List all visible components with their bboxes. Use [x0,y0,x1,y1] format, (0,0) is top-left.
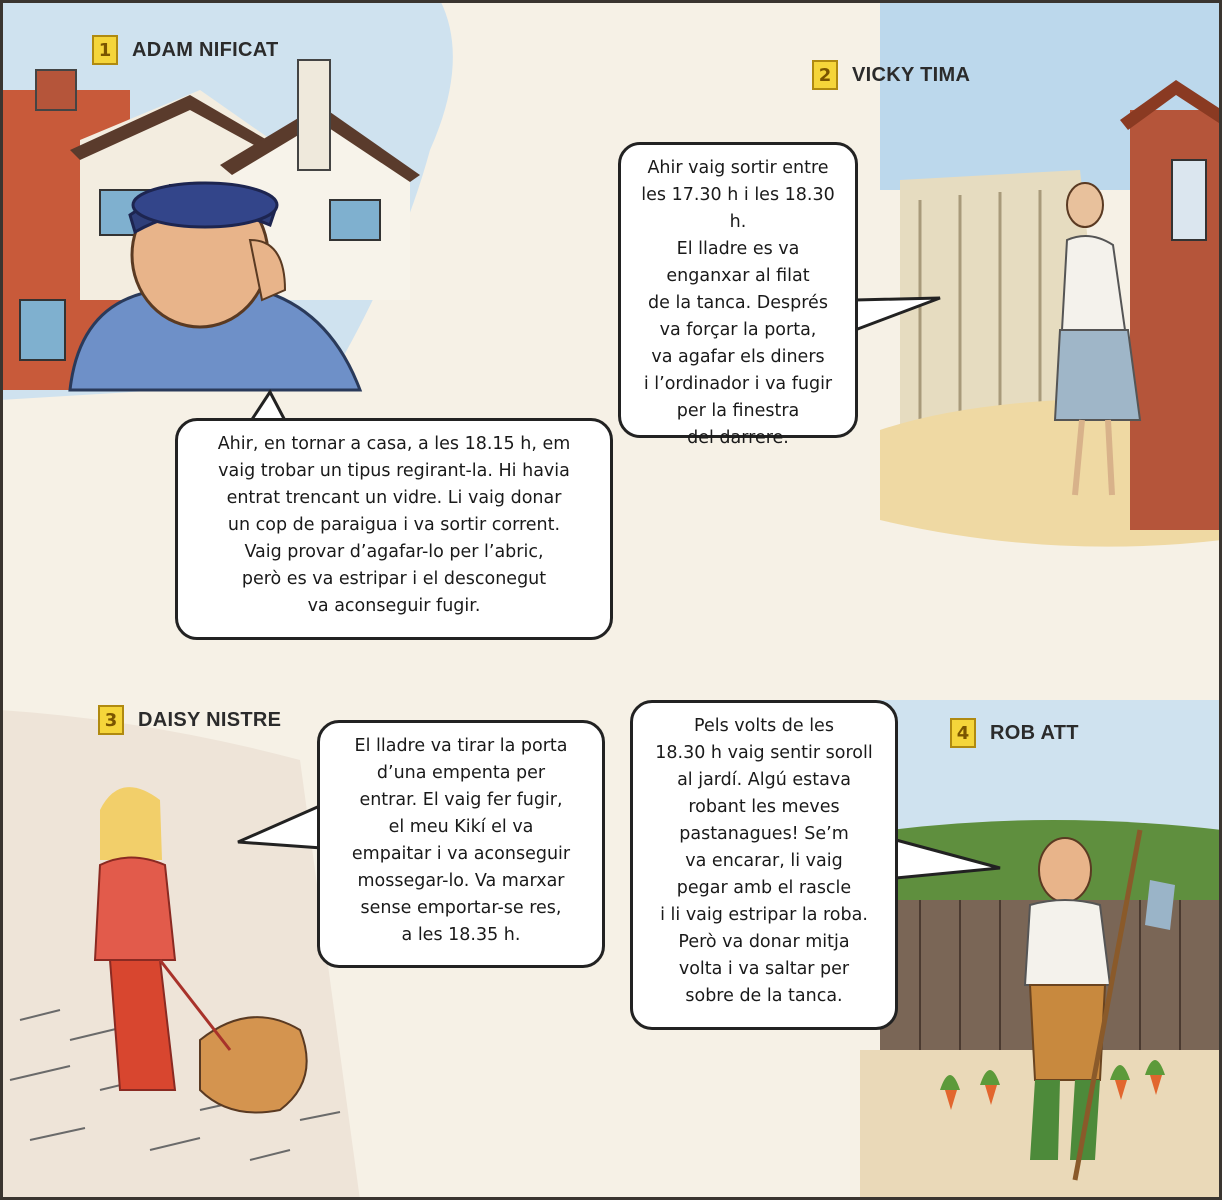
witness-1-number: 1 [92,35,118,65]
statement-bubble-2: Ahir vaig sortir entre les 17.30 h i les 18.30 h. El lladre es va enganxar al filat de la tanca. Després va forçar la porta, va agafar els diners i l’ordinador i va fugir per la finestra del darrere. [618,142,858,438]
witness-3-number: 3 [98,705,124,735]
statement-bubble-3: El lladre va tirar la porta d’una empenta per entrar. El vaig fer fugir, el meu Kikí el va empaitar i va aconseguir mossegar-lo. Va marxar sense emportar-se res, a les 18.35 h. [317,720,605,968]
witness-4-number: 4 [950,718,976,748]
statement-bubble-1: Ahir, en tornar a casa, a les 18.15 h, em vaig trobar un tipus regirant-la. Hi havia entrat trencant un vidre. Li vaig donar un cop de paraigua i va sortir corrent. Vaig provar d’agafar-lo per l’abric, però es va estripar i el desconegut va aconseguir fugir. [175,418,613,640]
witness-2-name: VICKY TIMA [852,63,971,86]
statement-bubble-4: Pels volts de les 18.30 h vaig sentir soroll al jardí. Algú estava robant les meves pastanagues! Se’m va encarar, li vaig pegar amb el rascle i li vaig estripar la roba. Però va donar mitja volta i va saltar per sobre de la tanca. [630,700,898,1030]
witness-2-number: 2 [812,60,838,90]
witness-1-name: ADAM NIFICAT [132,38,279,61]
bubble-3-tail [238,805,322,848]
bubble-2-tail [855,298,940,330]
bubble-4-tail [896,840,1000,878]
witness-3-name: DAISY NISTRE [138,708,282,731]
witness-4-name: ROB ATT [990,721,1079,744]
